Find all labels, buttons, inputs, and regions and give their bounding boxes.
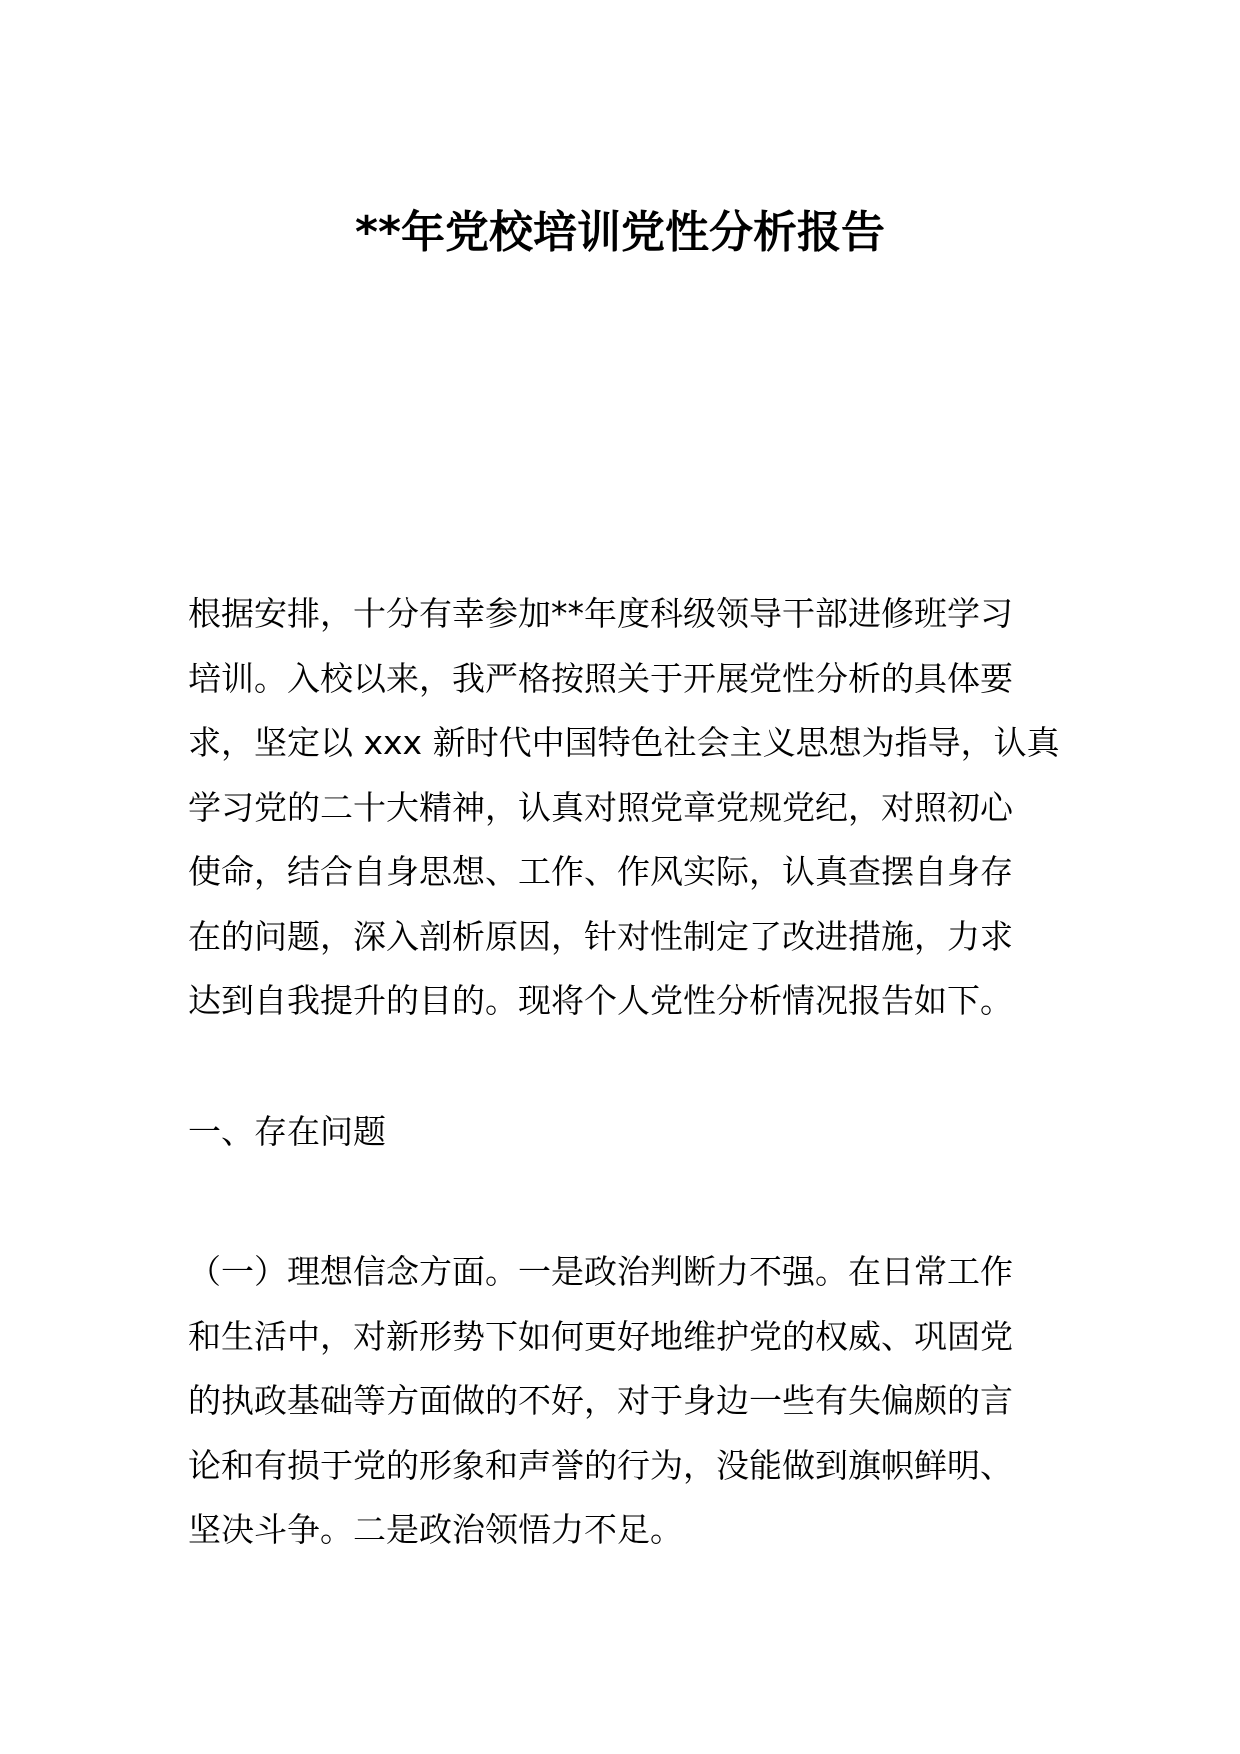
document-title: **年党校培训党性分析报告 [354,207,886,258]
paragraph-line: 论和有损于党的形象和声誉的行为，没能做到旗帜鲜明、 [188,1445,1013,1485]
paragraph-line: 学习党的二十大精神，认真对照党章党规党纪，对照初心 [188,787,1013,827]
paragraph-line: 坚决斗争。二是政治领悟力不足。 [188,1510,683,1549]
paragraph-line: 根据安排，十分有幸参加**年度科级领导干部进修班学习 [188,594,1013,633]
paragraph-line: 达到自我提升的目的。现将个人党性分析情况报告如下。 [188,981,1013,1020]
paragraph-line: 在的问题，深入剖析原因，针对性制定了改进措施，力求 [188,916,1013,956]
section-paragraph [188,1240,1068,1563]
paragraph-line: 求，坚定以 xxx 新时代中国特色社会主义思想为指导，认真 [188,723,1060,762]
paragraph-line: 和生活中，对新形势下如何更好地维护党的权威、巩固党 [188,1316,1013,1356]
section-heading [188,1100,1068,1165]
paragraph-line: 培训。入校以来，我严格按照关于开展党性分析的具体要 [188,658,1013,698]
section-heading-text: 一、存在问题 [188,1112,386,1151]
paragraph-line: 的执政基础等方面做的不好，对于身边一些有失偏颇的言 [188,1381,1013,1420]
paragraph-line: （一）理想信念方面。一是政治判断力不强。在日常工作 [188,1252,1013,1291]
paragraph-line: 使命，结合自身思想、工作、作风实际，认真查摆自身存 [188,852,1013,891]
intro-paragraph [188,582,1068,1034]
